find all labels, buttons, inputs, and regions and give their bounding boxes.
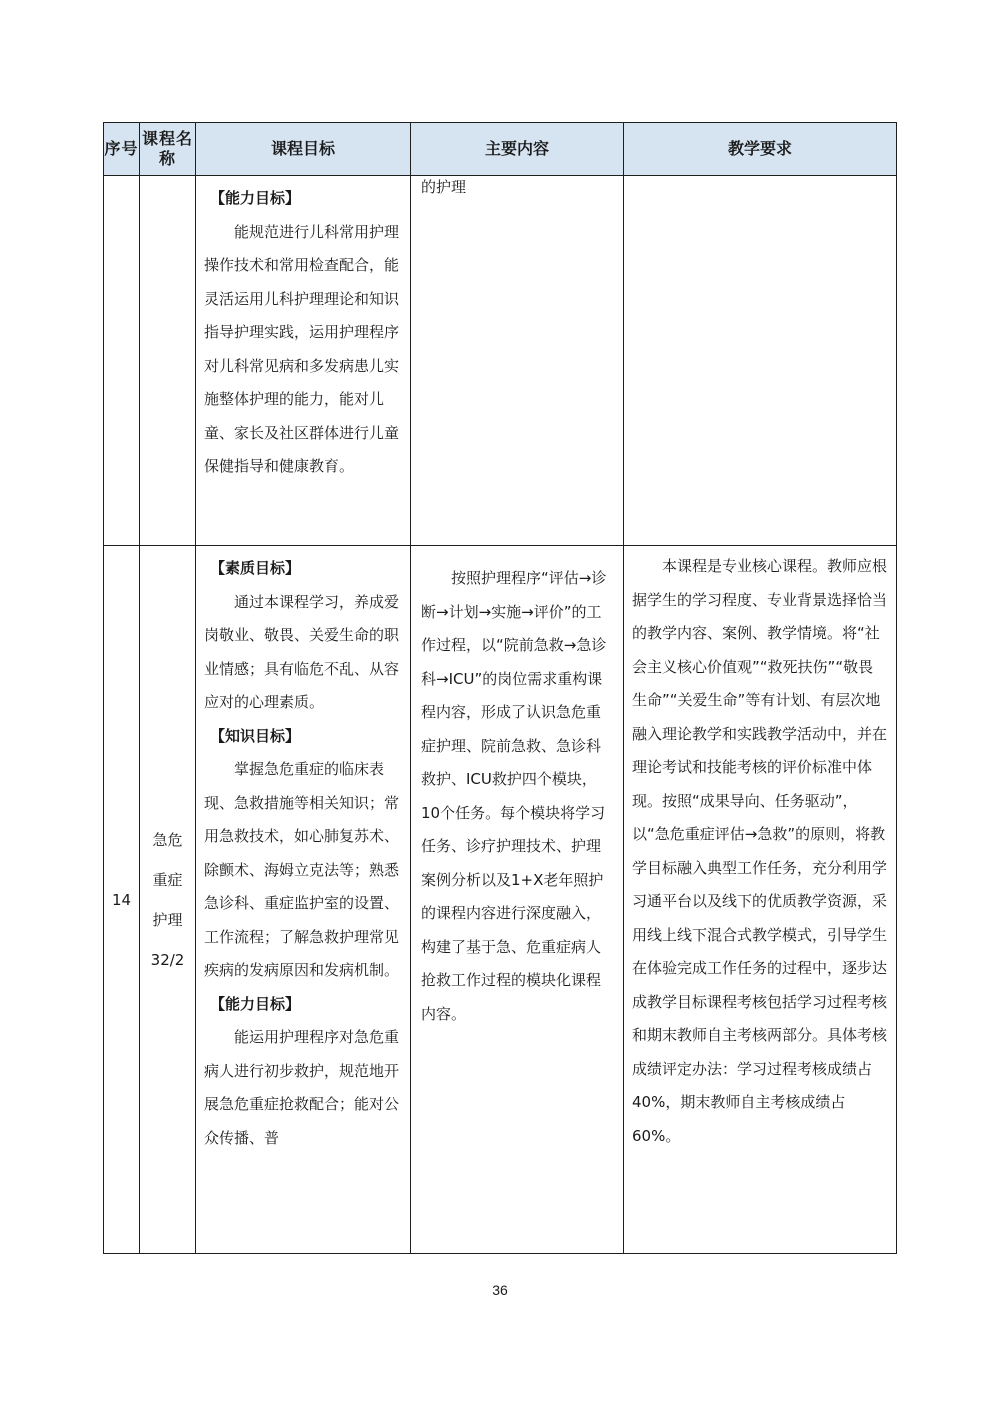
header-course-name: 课程名称	[140, 123, 196, 176]
cont-content-text: 的护理	[421, 178, 467, 196]
course-hours: 32/2	[150, 950, 185, 969]
header-seq: 序号	[104, 123, 140, 176]
ability-goal-text: 能规范进行儿科常用护理操作技术和常用检查配合，能灵活运用儿科护理理论和知识指导护理实践，运用护理程序对儿科常见病和多发病患儿实施整体护理的能力，能对儿童、家长及社区群体进行儿童保健指导和健康教育。	[204, 222, 400, 475]
row14-seq: 14	[104, 546, 140, 1254]
header-teaching-requirement: 教学要求	[624, 123, 897, 176]
row14-course-name	[140, 546, 196, 1254]
ability-goal-text: 能运用护理程序对急危重病人进行初步救护，规范地开展急危重症抢救配合；能对公众传播、普	[204, 1028, 400, 1147]
knowledge-goal-label: 【知识目标】	[210, 726, 301, 745]
row14-requirement-cell	[624, 546, 897, 1254]
cont-name-cell	[140, 176, 196, 546]
course-name-line-2: 重症	[152, 870, 183, 889]
row14-content-cell	[411, 546, 624, 1254]
course-name-line-1: 急危	[152, 830, 183, 849]
quality-goal-text: 通过本课程学习，养成爱岗敬业、敬畏、关爱生命的职业情感；具有临危不乱、从容应对的心理素质。	[204, 592, 400, 711]
header-main-content: 主要内容	[411, 123, 624, 176]
cont-requirement-cell	[624, 176, 897, 546]
course-table	[103, 122, 897, 1254]
table-row-14	[104, 546, 897, 1254]
table-row-continued	[104, 176, 897, 546]
ability-goal-label: 【能力目标】	[210, 994, 301, 1013]
ability-goal-label: 【能力目标】	[210, 189, 301, 207]
cont-goal-cell	[196, 176, 411, 546]
row14-goal-cell	[196, 546, 411, 1254]
quality-goal-label: 【素质目标】	[210, 559, 301, 577]
course-name-line-3: 护理	[152, 910, 183, 929]
page-number: 36	[492, 1282, 508, 1298]
main-content-text: 按照护理程序“评估→诊断→计划→实施→评价”的工作过程，以“院前急救→急诊科→ICU”的岗位需求重构课程内容，形成了认识急危重症护理、院前急救、急诊科救护、ICU救护四个模块，10个任务。每个模块将学习任务、诊疗护理技术、护理案例分析以及1+X老年照护的课程内容进行深度融入，构建了基于急、危重症病人抢救工作过程的模块化课程内容。	[421, 569, 607, 1023]
cont-content-cell	[411, 176, 624, 546]
table-header-row	[104, 123, 897, 176]
header-course-goal: 课程目标	[196, 123, 411, 176]
cont-seq-cell	[104, 176, 140, 546]
teaching-requirement-text: 本课程是专业核心课程。教师应根据学生的学习程度、专业背景选择恰当的教学内容、案例、教学情境。将“社会主义核心价值观”“救死扶伤”“敬畏生命”“关爱生命”等有计划、有层次地融入理论教学和实践教学活动中，并在理论考试和技能考核的评价标准中体现。按照“成果导向、任务驱动”，以“急危重症评估→急救”的原则，将教学目标融入典型工作任务，充分利用学习通平台以及线下的优质教学资源，采用线上线下混合式教学模式，引导学生在体验完成工作任务的过程中，逐步达成教学目标课程考核包括学习过程考核和期末教师自主考核两部分。具体考核成绩评定办法：学习过程考核成绩占40%，期末教师自主考核成绩占60%。	[632, 557, 888, 1145]
knowledge-goal-text: 掌握急危重症的临床表现、急救措施等相关知识；常用急救技术，如心肺复苏术、除颤术、海姆立克法等；熟悉急诊科、重症监护室的设置、工作流程；了解急救护理常见疾病的发病原因和发病机制。	[204, 760, 400, 979]
